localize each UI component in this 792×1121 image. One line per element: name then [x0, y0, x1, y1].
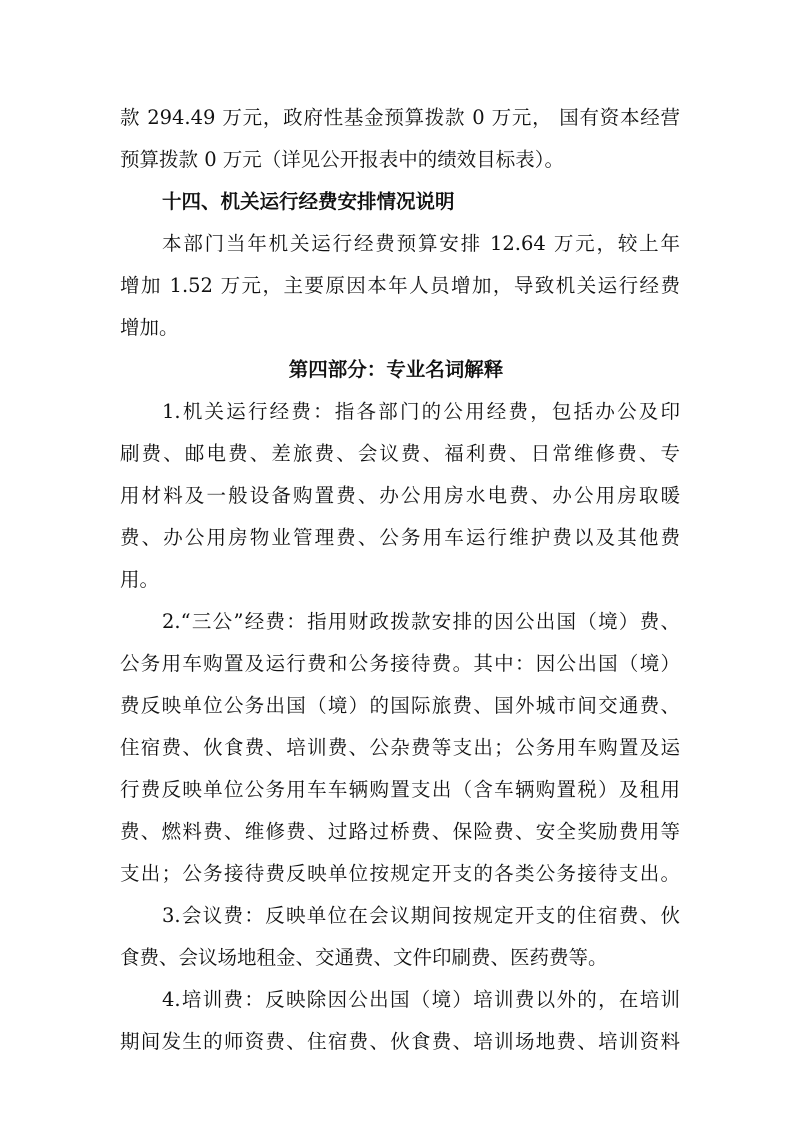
paragraph-line: 支出；公务接待费反映单位按规定开支的各类公务接待支出。: [120, 862, 680, 885]
paragraph-line: 食费、会议场地租金、交通费、文件印刷费、医药费等。: [120, 946, 608, 969]
paragraph-line: 预算拨款 0 万元（详见公开报表中的绩效目标表）。: [120, 148, 565, 171]
paragraph-line: 费反映单位公务出国（境）的国际旅费、国外城市间交通费、: [120, 694, 680, 717]
paragraph-line: 用材料及一般设备购置费、办公用房水电费、办公用房取暖: [120, 484, 680, 507]
paragraph-line: 期间发生的师资费、住宿费、伙食费、培训场地费、培训资料: [120, 1030, 680, 1053]
section-heading: 十四、机关运行经费安排情况说明: [162, 190, 455, 213]
paragraph-line: 本部门当年机关运行经费预算安排 12.64 万元，较上年: [162, 232, 680, 255]
part-heading: 第四部分：专业名词解释: [288, 358, 504, 381]
paragraph-line: 3.会议费：反映单位在会议期间按规定开支的住宿费、伙: [162, 904, 680, 927]
paragraph-line: 增加 1.52 万元，主要原因本年人员增加，导致机关运行经费: [120, 274, 680, 297]
paragraph-line: 用。: [120, 568, 160, 591]
paragraph-line: 1.机关运行经费：指各部门的公用经费，包括办公及印: [162, 400, 680, 423]
paragraph-line: 4.培训费：反映除因公出国（境）培训费以外的，在培训: [162, 988, 680, 1011]
paragraph-line: 住宿费、伙食费、培训费、公杂费等支出；公务用车购置及运: [120, 736, 680, 759]
paragraph-line: 增加。: [120, 316, 179, 339]
paragraph-line: 行费反映单位公务用车车辆购置支出（含车辆购置税）及租用: [120, 778, 680, 801]
paragraph-line: 公务用车购置及运行费和公务接待费。其中：因公出国（境）: [120, 652, 680, 675]
paragraph-line: 费、燃料费、维修费、过路过桥费、保险费、安全奖励费用等: [120, 820, 680, 843]
paragraph-line: 费、办公用房物业管理费、公务用车运行维护费以及其他费: [120, 526, 680, 549]
paragraph-line: 2.“三公”经费：指用财政拨款安排的因公出国（境）费、: [162, 610, 680, 633]
paragraph-line: 款 294.49 万元，政府性基金预算拨款 0 万元， 国有资本经营: [120, 106, 680, 129]
paragraph-line: 刷费、邮电费、差旅费、会议费、福利费、日常维修费、专: [120, 442, 680, 465]
